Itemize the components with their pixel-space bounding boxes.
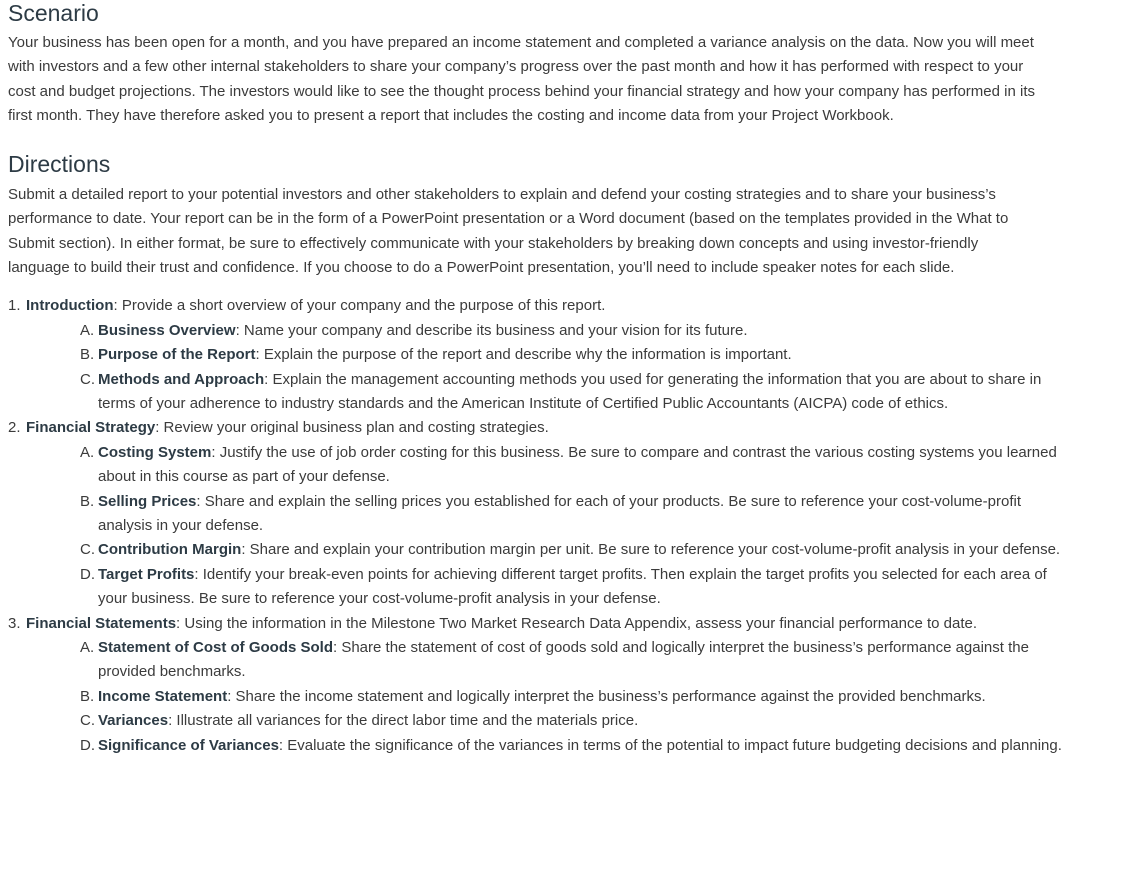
sub-item-letter: A. — [80, 443, 95, 461]
sub-item-text: : Share the statement of cost of goods sold and logically interpret the business’s performance against the provided benchmarks. — [98, 639, 1029, 681]
item-number: 1. — [8, 297, 21, 315]
item-text: : Review your original business plan and costing strategies. — [155, 419, 549, 437]
sub-item-letter: C. — [80, 370, 95, 388]
item-title: Financial Strategy — [26, 419, 156, 437]
directions-item-financial-statements — [8, 612, 1148, 758]
sub-item-letter: C. — [80, 712, 95, 730]
sub-item-letter: D. — [80, 736, 95, 754]
item-number: 2. — [8, 419, 21, 437]
sub-item — [80, 685, 1063, 709]
scenario-heading: Scenario — [8, 0, 99, 26]
sub-list — [26, 319, 1148, 417]
sub-item-text: : Explain the management accounting methods you used for generating the information that you are about to share in terms of your adherence to industry standards and the American Institute of Certified Public Accountants (AICPA) code of ethics. — [98, 370, 1042, 412]
sub-item — [80, 636, 1063, 685]
sub-item — [80, 490, 1063, 539]
directions-heading: Directions — [8, 151, 111, 178]
sub-item-title: Contribution Margin — [98, 541, 242, 559]
sub-item-letter: C. — [80, 541, 95, 559]
sub-item-letter: A. — [80, 321, 95, 339]
sub-item-title: Methods and Approach — [98, 370, 265, 388]
sub-item-text: : Explain the purpose of the report and describe why the information is important. — [255, 346, 792, 364]
sub-item-text: : Evaluate the significance of the variances in terms of the potential to impact future budgeting decisions and planning. — [278, 736, 1062, 754]
item-title: Financial Statements — [26, 614, 177, 632]
sub-item-text: : Share and explain the selling prices you established for each of your products. Be sure to reference your cost-volume-profit analysis in your defense. — [98, 492, 1021, 535]
scenario-paragraph: Your business has been open for a month, and you have prepared an income statement and completed a variance analysis on the data. Now you will meet with investors and a few other internal stakeholders to share your company’s progress over the past month and how it has performed with respect to your cost and budget projections. The investors would like to see the thought process behind your financial strategy and how your company has performed in its first month. They have therefore asked you to present a report that includes the costing and income data from your Project Workbook. — [8, 34, 1035, 124]
sub-item-letter: B. — [80, 687, 95, 705]
sub-item-text: : Share the income statement and logically interpret the business’s performance against the provided benchmarks. — [227, 687, 986, 705]
sub-item-title: Significance of Variances — [98, 736, 279, 754]
sub-list — [26, 441, 1148, 612]
sub-item-title: Costing System — [98, 443, 212, 461]
sub-item — [80, 709, 1063, 733]
sub-item-title: Business Overview — [98, 321, 236, 339]
directions-paragraph: Submit a detailed report to your potential investors and other stakeholders to explain and defend your costing strategies and to share your business’s performance to date. Your report can be in the form of a PowerPoint presentation or a Word document (based on the templates provided in the What to Submit section). In either format, be sure to effectively communicate with your stakeholders by breaking down concepts and using investor-friendly language to build their trust and confidence. If you choose to do a PowerPoint presentation, you’ll need to include speaker notes for each slide. — [8, 186, 1009, 277]
sub-item — [80, 734, 1063, 758]
sub-item-letter: B. — [80, 492, 95, 510]
sub-item-title: Statement of Cost of Goods Sold — [98, 639, 333, 657]
directions-list — [8, 294, 1148, 758]
sub-item-text: : Justify the use of job order costing for this business. Be sure to compare and contrast the various costing systems you learned about in this course as part of your defense. — [98, 443, 1057, 486]
sub-item — [80, 368, 1063, 417]
sub-item-text: : Name your company and describe its business and your vision for its future. — [235, 321, 748, 339]
item-text: : Provide a short overview of your company and the purpose of this report. — [113, 297, 606, 315]
sub-item-letter: B. — [80, 346, 95, 364]
sub-item-letter: A. — [80, 639, 95, 657]
item-number: 3. — [8, 614, 21, 632]
item-title: Introduction — [26, 297, 114, 315]
sub-item — [80, 563, 1063, 612]
sub-item — [80, 319, 1063, 343]
sub-item-text: : Share and explain your contribution margin per unit. Be sure to reference your cost-volume-profit analysis in your defense. — [241, 541, 1061, 559]
sub-item-title: Selling Prices — [98, 492, 197, 510]
sub-item-title: Variances — [98, 712, 169, 730]
sub-item — [80, 538, 1063, 562]
sub-list — [26, 636, 1148, 758]
item-text: : Using the information in the Milestone Two Market Research Data Appendix, assess your financial performance to date. — [176, 614, 978, 632]
sub-item — [80, 441, 1063, 490]
sub-item-title: Target Profits — [98, 565, 195, 583]
sub-item-title: Income Statement — [98, 687, 228, 705]
sub-item-letter: D. — [80, 565, 95, 583]
sub-item-text: : Identify your break-even points for achieving different target profits. Then explain the target profits you selected for each area of your business. Be sure to reference your cost-volume-profit analysis in your defense. — [98, 565, 1047, 608]
sub-item-title: Purpose of the Report — [98, 346, 256, 364]
sub-item-text: : Illustrate all variances for the direct labor time and the materials price. — [168, 712, 639, 730]
directions-item-financial-strategy — [8, 416, 1148, 611]
sub-item — [80, 343, 1063, 367]
directions-item-introduction — [8, 294, 1148, 416]
